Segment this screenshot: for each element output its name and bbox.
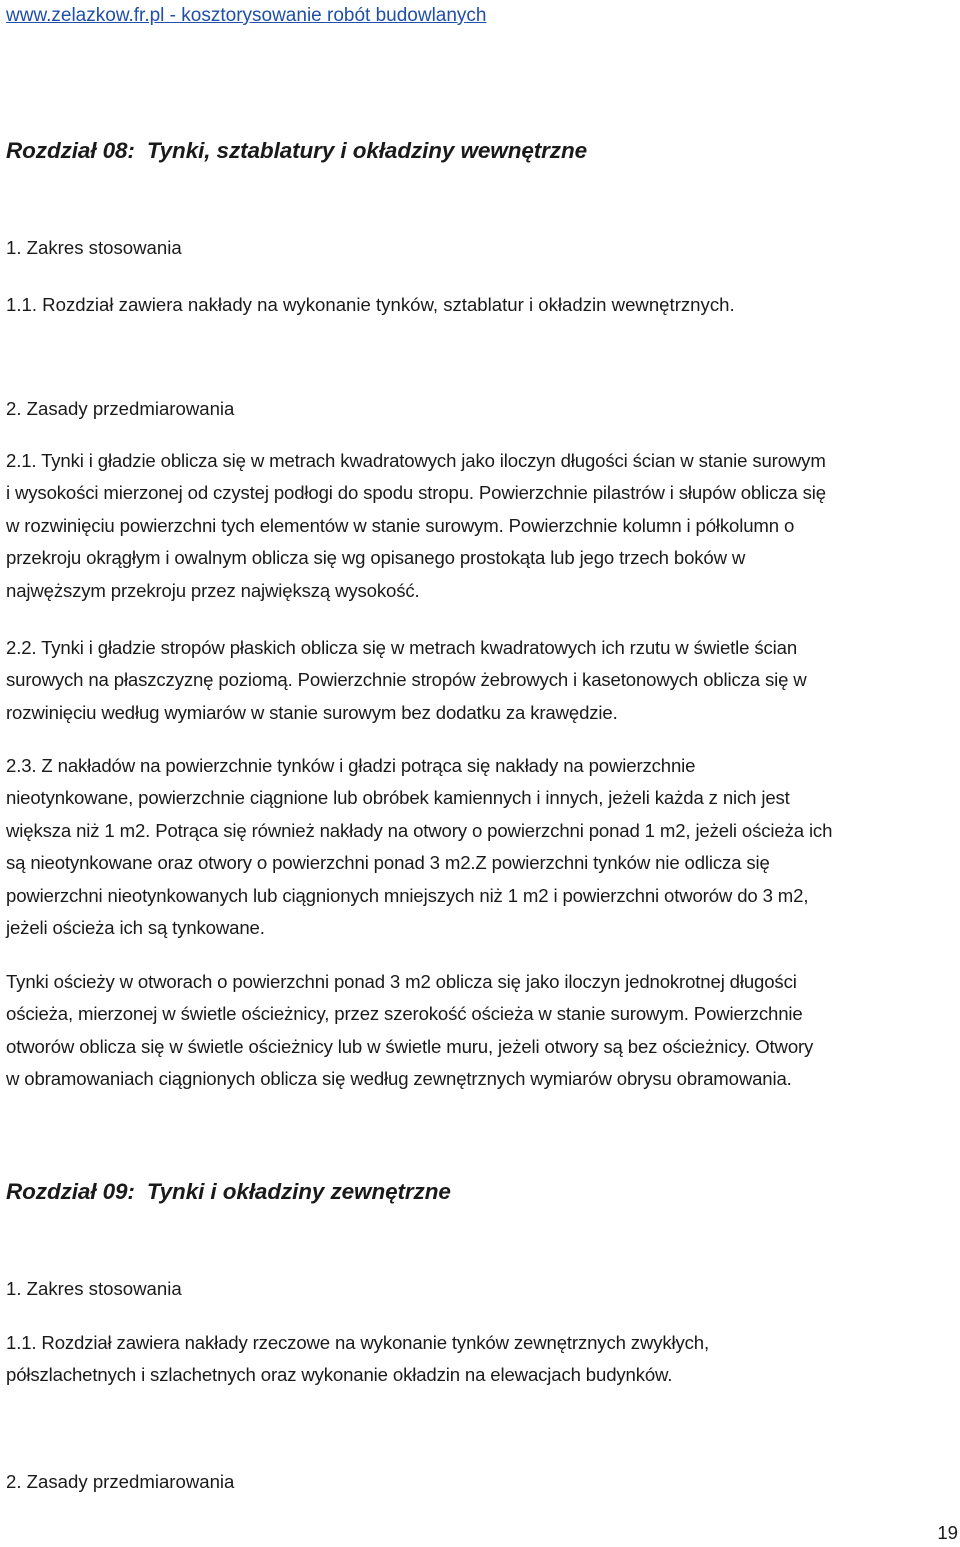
text-line: nieotynkowane, powierzchnie ciągnione lub obróbek kamiennych i innych, jeżeli każda z nich jest xyxy=(6,787,790,809)
ch9-section-1-heading: 1. Zakres stosowania xyxy=(6,1278,182,1299)
text-line: przekroju okrągłym i owalnym oblicza się wg opisanego prostokąta lub jego trzech boków w xyxy=(6,547,746,569)
text-line: Tynki ościeży w otworach o powierzchni ponad 3 m2 oblicza się jako iloczyn jednokrotnej długości xyxy=(6,971,797,992)
ch8-paragraph-tynki-osciezy xyxy=(6,966,958,1096)
ch8-paragraph-2-1 xyxy=(6,445,958,607)
text-line: półszlachetnych i szlachetnych oraz wykonanie okładzin na elewacjach budynków. xyxy=(6,1364,673,1386)
ch8-paragraph-2-2 xyxy=(6,632,958,729)
ch9-section-1-1 xyxy=(6,1327,958,1392)
text-line: są nieotynkowane oraz otwory o powierzchni ponad 3 m2.Z powierzchni tynków nie odlicza się xyxy=(6,852,770,874)
text-line: w rozwinięciu powierzchni tych elementów w stanie surowym. Powierzchnie kolumn i półkolumn o xyxy=(6,514,795,536)
ch8-section-1-heading: 1. Zakres stosowania xyxy=(6,237,182,258)
chapter-09-name: Tynki i okładziny zewnętrzne xyxy=(146,1179,451,1204)
text-line: większa niż 1 m2. Potrąca się również nakłady na otwory o powierzchni ponad 1 m2, jeżeli ościeża ich xyxy=(6,819,833,841)
text-line: otworów oblicza się w świetle ościeżnicy lub w świetle muru, jeżeli otwory są bez ościeżnicy. Otwory xyxy=(6,1035,814,1057)
text-line: najwęższym przekroju przez największą wysokość. xyxy=(6,579,420,601)
ch8-section-2-heading: 2. Zasady przedmiarowania xyxy=(6,398,235,419)
text-line: w obramowaniach ciągnionych oblicza się według zewnętrznych wymiarów obrysu obramowania. xyxy=(6,1068,792,1090)
chapter-09-number: Rozdział 09: xyxy=(6,1179,135,1204)
text-line: jeżeli ościeża ich są tynkowane. xyxy=(6,917,265,939)
chapter-09-title xyxy=(6,1179,451,1205)
text-line: ościeża, mierzonej w świetle ościeżnicy, przez szerokość ościeża w stanie surowym. Powierzchnie xyxy=(6,1003,803,1025)
chapter-08-title xyxy=(6,138,587,164)
text-line: rozwinięciu według wymiarów w stanie surowym bez dodatku za krawędzie. xyxy=(6,701,618,723)
chapter-08-number: Rozdział 08: xyxy=(6,138,135,163)
header-site-link[interactable]: www.zelazkow.fr.pl - kosztorysowanie robót budowlanych xyxy=(6,5,487,26)
text-line: 2.2. Tynki i gładzie stropów płaskich oblicza się w metrach kwadratowych ich rzutu w świetle ścian xyxy=(6,637,798,658)
text-line: powierzchni nieotynkowanych lub ciągnionych mniejszych niż 1 m2 i powierzchni otworów do 3 m2, xyxy=(6,884,809,906)
text-line: i wysokości mierzonej od czystej podłogi do spodu stropu. Powierzchnie pilastrów i słupów oblicza się xyxy=(6,482,826,504)
chapter-08-name: Tynki, sztablatury i okładziny wewnętrzne xyxy=(146,138,588,163)
ch8-section-1-1: 1.1. Rozdział zawiera nakłady na wykonanie tynków, sztablatur i okładzin wewnętrznych. xyxy=(6,294,735,315)
page-number: 19 xyxy=(937,1522,958,1543)
text-line: surowych na płaszczyznę poziomą. Powierzchnie stropów żebrowych i kasetonowych oblicza się w xyxy=(6,669,807,691)
text-line: 1.1. Rozdział zawiera nakłady rzeczowe na wykonanie tynków zewnętrznych zwykłych, xyxy=(6,1332,709,1353)
text-line: 2.3. Z nakładów na powierzchnie tynków i gładzi potrąca się nakłady na powierzchnie xyxy=(6,755,696,776)
ch9-section-2-heading: 2. Zasady przedmiarowania xyxy=(6,1471,235,1492)
ch8-paragraph-2-3 xyxy=(6,750,958,944)
text-line: 2.1. Tynki i gładzie oblicza się w metrach kwadratowych jako iloczyn długości ścian w stanie surowym xyxy=(6,450,826,471)
